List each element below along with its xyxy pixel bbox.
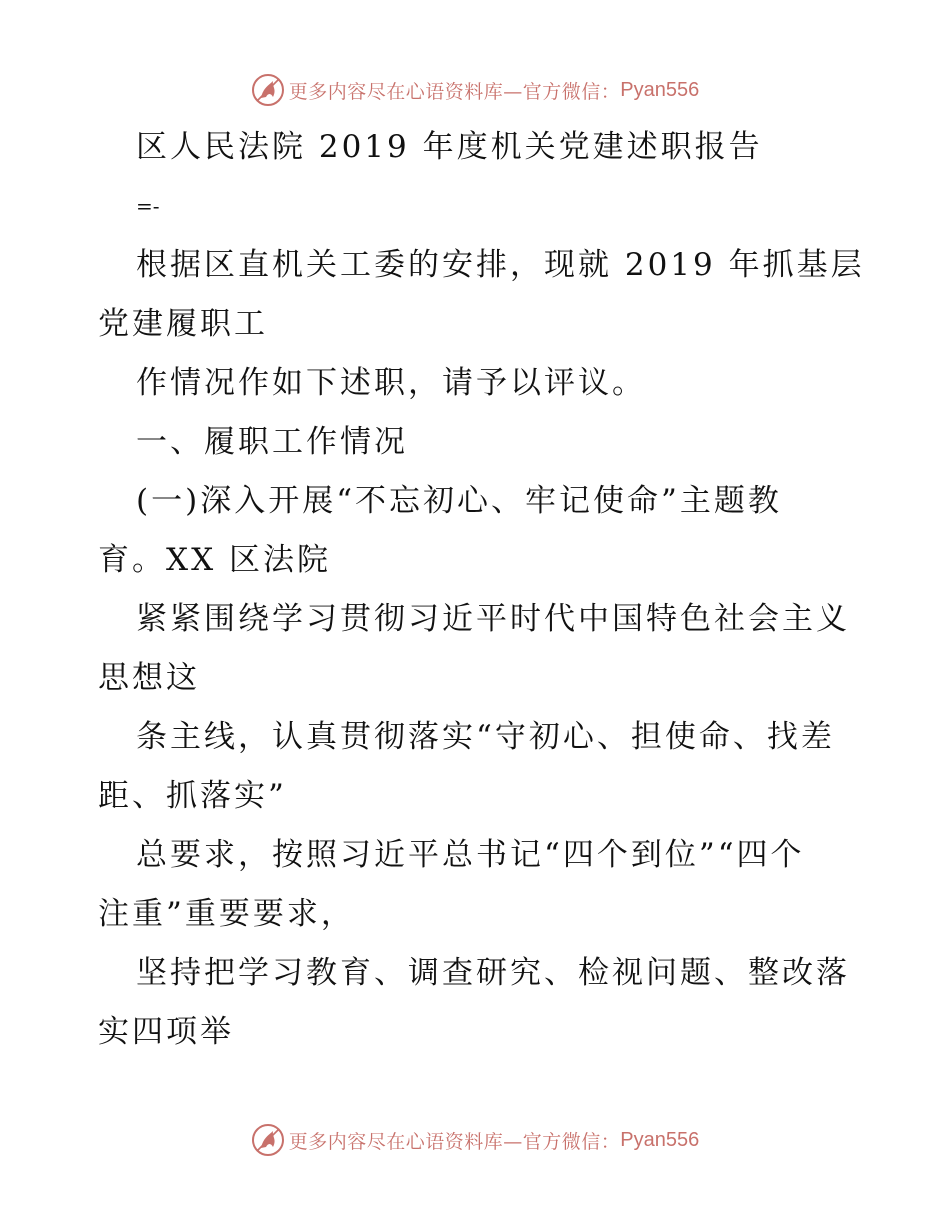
paragraph-line: 坚持把学习教育、调查研究、检视问题、整改落 (136, 955, 850, 991)
flame-seal-icon (251, 73, 285, 107)
paragraph-line: 距、抓落实” (98, 778, 287, 814)
paragraph-line: 条主线，认真贯彻落实“守初心、担使命、找差 (136, 719, 835, 755)
paragraph-line: 实四项举 (98, 1014, 234, 1050)
watermark-wechat-id: Pyan556 (620, 78, 700, 101)
paragraph-line: 总要求，按照习近平总书记“四个到位”“四个 (136, 837, 805, 873)
paragraph-line: 注重”重要要求， (98, 896, 355, 932)
paragraph-line: 党建履职工 (98, 306, 268, 342)
section-heading: 一、履职工作情况 (136, 424, 408, 460)
paragraph-line: 紧紧围绕学习贯彻习近平时代中国特色社会主义 (136, 601, 850, 637)
watermark-banner-bottom (0, 1120, 950, 1160)
document-body (98, 118, 865, 1062)
flame-seal-icon (251, 1123, 285, 1157)
watermark-text: 更多内容尽在心语资料库—官方微信： (288, 1130, 621, 1153)
paragraph-line: 作情况作如下述职，请予以评议。 (136, 365, 646, 401)
watermark-banner-top (0, 70, 950, 110)
watermark-wechat-id: Pyan556 (620, 1128, 700, 1151)
paragraph-line: 根据区直机关工委的安排，现就 2019 年抓基层 (136, 247, 865, 283)
separator-mark: =- (136, 194, 160, 218)
watermark-text: 更多内容尽在心语资料库—官方微信： (288, 80, 621, 103)
subsection-heading: (一)深入开展“不忘初心、牢记使命”主题教 (136, 483, 782, 519)
paragraph-line: 育。XX 区法院 (98, 542, 331, 578)
paragraph-line: 思想这 (98, 660, 200, 696)
document-title: 区人民法院 2019 年度机关党建述职报告 (136, 129, 763, 165)
